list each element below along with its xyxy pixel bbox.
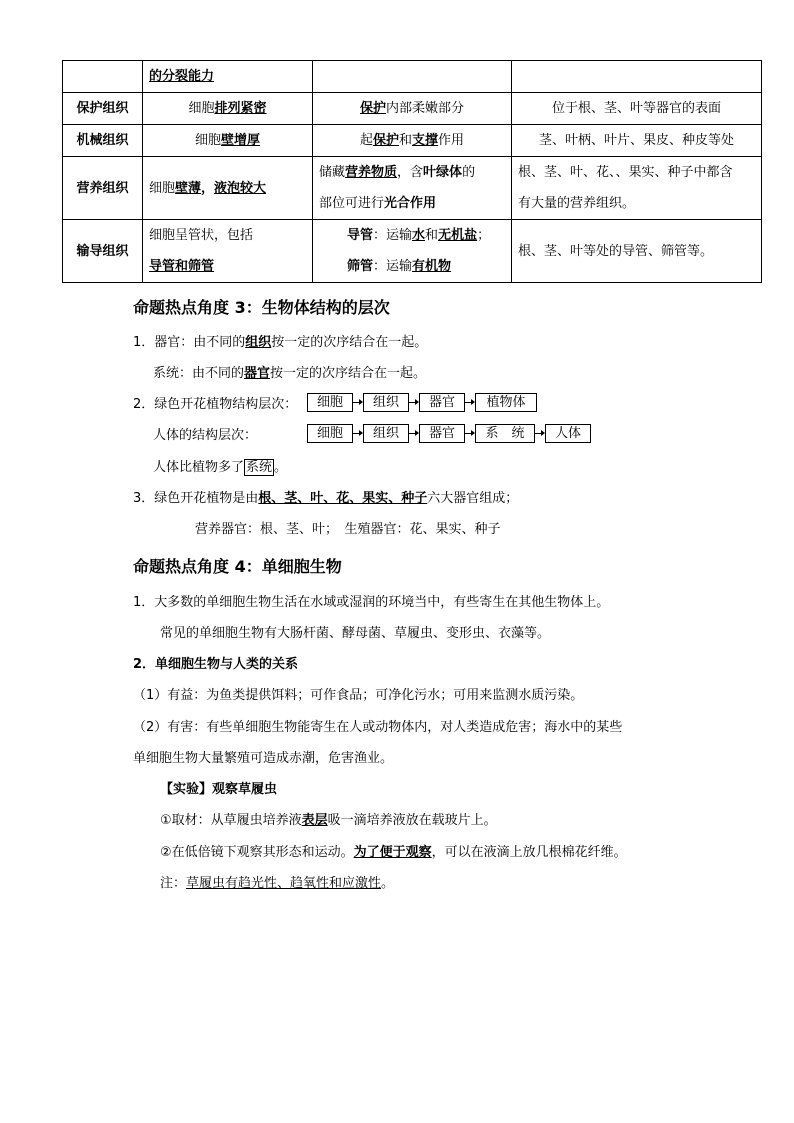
- text-line: 注：草履虫有趋光性、趋氧性和应激性。: [160, 876, 395, 891]
- location-cell: 根、茎、叶等处的导管、筛管等。: [512, 220, 762, 283]
- arrow-icon: [465, 425, 475, 442]
- location-cell: 位于根、茎、叶等器官的表面: [512, 93, 762, 125]
- function-cell: [313, 61, 512, 93]
- tissue-table: [62, 60, 762, 283]
- flow-box: 组织: [363, 424, 409, 443]
- tissue-name-cell: 机械组织: [63, 125, 143, 157]
- location-cell: [512, 61, 762, 93]
- boxed-answer: 系统: [246, 460, 273, 475]
- flow-box: 组织: [363, 393, 409, 412]
- text-line: 系统：由不同的器官按一定的次序结合在一起。: [153, 366, 427, 381]
- tissue-name-cell: 营养组织: [63, 157, 143, 220]
- structure-cell: 细胞呈管状，包括 导管和筛管: [143, 220, 313, 283]
- arrow-icon: [353, 425, 363, 442]
- text-line: 人体比植物多了 系统 。: [153, 460, 288, 475]
- text-line: 常见的单细胞生物有大肠杆菌、酵母菌、草履虫、变形虫、衣藻等。: [160, 626, 551, 641]
- text-line: 2．绿色开花植物结构层次：: [133, 397, 298, 412]
- text-line: （1）有益：为鱼类提供饵料；可作食品；可净化污水；可用来监测水质污染。: [133, 688, 584, 703]
- structure-cell: 的分裂能力: [143, 61, 313, 93]
- tissue-name-cell: 保护组织: [63, 93, 143, 125]
- text-line: ②在低倍镜下观察其形态和运动。为了便于观察，可以在液滴上放几根棉花纤维。: [160, 845, 627, 860]
- table-row: [63, 93, 762, 125]
- section-heading: 命题热点角度 4：单细胞生物: [133, 557, 342, 576]
- text-line: 3．绿色开花植物是由根、茎、叶、花、果实、种子六大器官组成；: [133, 491, 519, 506]
- plant-hierarchy-flow: [307, 393, 537, 412]
- arrow-icon: [465, 394, 475, 411]
- flow-box: 系 统: [475, 424, 535, 443]
- flow-box: 人体: [545, 424, 591, 443]
- function-cell: 导管：运输水和无机盐； 筛管：运输有机物: [313, 220, 512, 283]
- table-row: [63, 125, 762, 157]
- function-cell: 保护内部柔嫩部分: [313, 93, 512, 125]
- arrow-icon: [409, 394, 419, 411]
- text-line: 1．器官：由不同的组织按一定的次序结合在一起。: [133, 335, 428, 350]
- arrow-icon: [409, 425, 419, 442]
- text-line: 2．单细胞生物与人类的关系: [133, 657, 299, 672]
- flow-box: 细胞: [307, 393, 353, 412]
- function-cell: 储藏营养物质，含叶绿体的 部位可进行光合作用: [313, 157, 512, 220]
- location-cell: 根、茎、叶、花、、果实、种子中都含 有大量的营养组织。: [512, 157, 762, 220]
- tissue-name-cell: [63, 61, 143, 93]
- structure-cell: 细胞壁薄，液泡较大: [143, 157, 313, 220]
- table-row: [63, 61, 762, 93]
- location-cell: 茎、叶柄、叶片、果皮、种皮等处: [512, 125, 762, 157]
- text-line: ①取材：从草履虫培养液表层吸一滴培养液放在载玻片上。: [160, 813, 497, 828]
- flow-box: 器官: [419, 393, 465, 412]
- text-line: 1．大多数的单细胞生物生活在水域或湿润的环境当中，有些寄生在其他生物体上。: [133, 595, 610, 610]
- function-cell: 起保护和支撑作用: [313, 125, 512, 157]
- table-row: [63, 220, 762, 283]
- flow-box: 植物体: [475, 393, 537, 412]
- text-line: 人体的结构层次：: [153, 428, 258, 443]
- experiment-title: 【实验】观察草履虫: [160, 782, 278, 797]
- table-row: [63, 157, 762, 220]
- flow-box: 细胞: [307, 424, 353, 443]
- flow-box: 器官: [419, 424, 465, 443]
- text-line: 单细胞生物大量繁殖可造成赤潮，危害渔业。: [133, 751, 394, 766]
- text-line: （2）有害：有些单细胞生物能寄生在人或动物体内，对人类造成危害；海水中的某些: [133, 720, 623, 735]
- arrow-icon: [535, 425, 545, 442]
- structure-cell: 细胞壁增厚: [143, 125, 313, 157]
- tissue-name-cell: 输导组织: [63, 220, 143, 283]
- section-heading: 命题热点角度 3：生物体结构的层次: [133, 298, 390, 317]
- human-hierarchy-flow: [307, 424, 591, 443]
- arrow-icon: [353, 394, 363, 411]
- structure-cell: 细胞排列紧密: [143, 93, 313, 125]
- text-line: 营养器官：根、茎、叶； 生殖器官：花、果实、种子: [195, 522, 501, 537]
